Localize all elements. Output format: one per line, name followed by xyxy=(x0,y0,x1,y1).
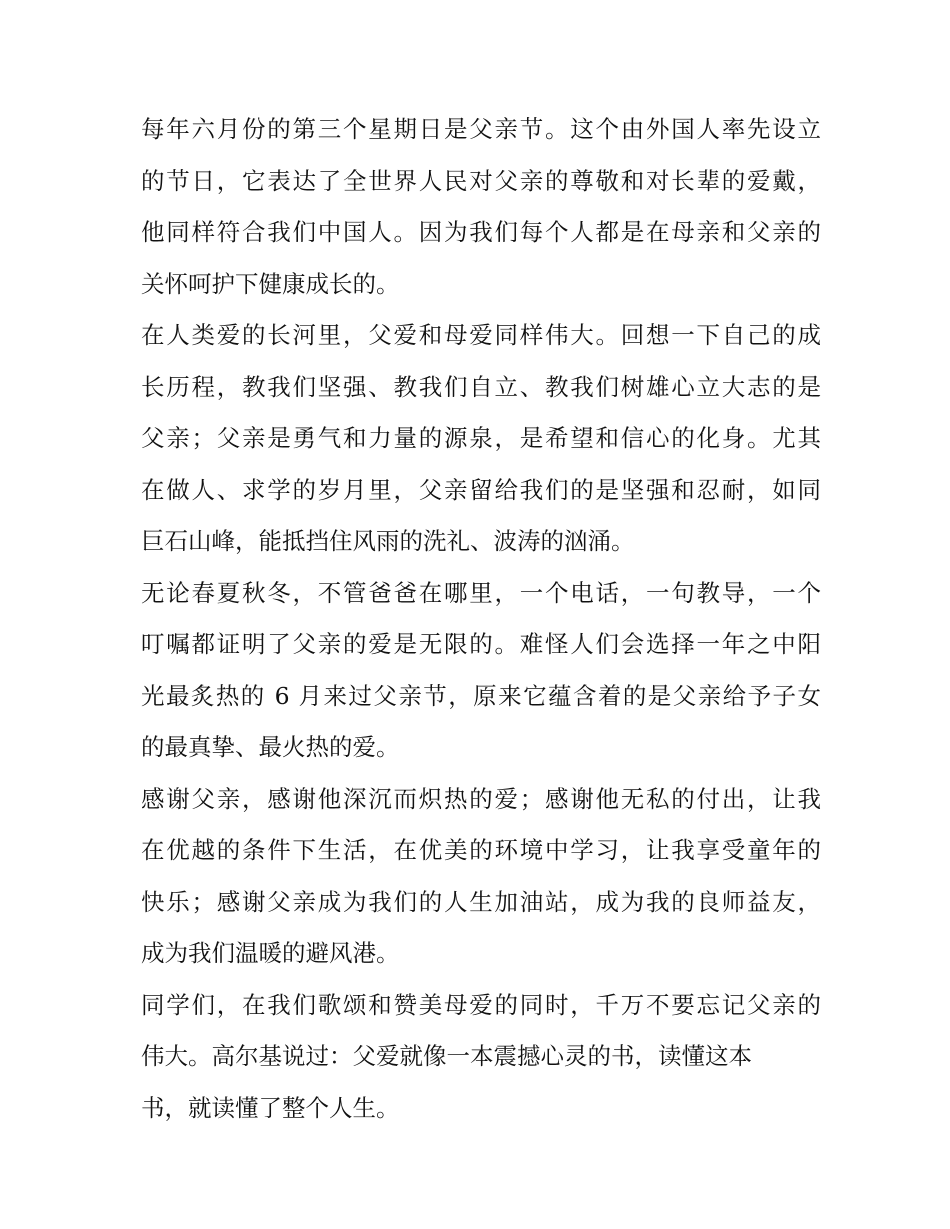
paragraph-line: 长历程，教我们坚强、教我们自立、教我们树雄心立大志的是 xyxy=(141,372,821,401)
paragraph-line: 成为我们温暖的避风港。 xyxy=(141,939,400,967)
document-body xyxy=(141,104,821,1134)
paragraph-line: 每年六月份的第三个星期日是父亲节。这个由外国人率先设立 xyxy=(141,115,821,143)
paragraph-2 xyxy=(141,310,821,568)
paragraph-line: 的最真挚、最火热的爱。 xyxy=(141,733,400,761)
paragraph-line: 感谢父亲，感谢他深沉而炽热的爱；感谢他无私的付出，让我 xyxy=(141,784,821,813)
paragraph-line: 关怀呵护下健康成长的。 xyxy=(141,269,400,298)
paragraph-line: 叮嘱都证明了父亲的爱是无限的。难怪人们会选择一年之中阳 xyxy=(141,630,821,658)
paragraph-line: 父亲；父亲是勇气和力量的源泉，是希望和信心的化身。尤其 xyxy=(141,424,821,452)
paragraph-1 xyxy=(141,104,821,310)
paragraph-5 xyxy=(141,980,821,1135)
paragraph-line: 巨石山峰，能抵挡住风雨的洗礼、波涛的汹涌。 xyxy=(141,527,635,555)
paragraph-line: 在人类爱的长河里，父爱和母爱同样伟大。回想一下自己的成 xyxy=(141,321,821,349)
paragraph-4 xyxy=(141,774,821,980)
paragraph-line: 光最炙热的 6 月来过父亲节，原来它蕴含着的是父亲给予子女 xyxy=(141,681,821,710)
paragraph-line: 在做人、求学的岁月里，父亲留给我们的是坚强和忍耐，如同 xyxy=(141,475,821,504)
paragraph-3 xyxy=(141,568,821,774)
paragraph-line: 书，就读懂了整个人生。 xyxy=(141,1093,400,1122)
paragraph-line: 在优越的条件下生活，在优美的环境中学习，让我享受童年的 xyxy=(141,836,821,864)
paragraph-line: 的节日，它表达了全世界人民对父亲的尊敬和对长辈的爱戴， xyxy=(141,166,821,195)
paragraph-line: 快乐；感谢父亲成为我们的人生加油站，成为我的良师益友， xyxy=(141,887,821,916)
paragraph-line: 无论春夏秋冬，不管爸爸在哪里，一个电话，一句教导，一个 xyxy=(141,578,821,607)
paragraph-line: 他同样符合我们中国人。因为我们每个人都是在母亲和父亲的 xyxy=(141,218,821,246)
paragraph-line: 同学们，在我们歌颂和赞美母爱的同时，千万不要忘记父亲的 xyxy=(141,990,821,1019)
paragraph-line: 伟大。高尔基说过：父爱就像一本震撼心灵的书，读懂这本 xyxy=(141,1042,752,1070)
